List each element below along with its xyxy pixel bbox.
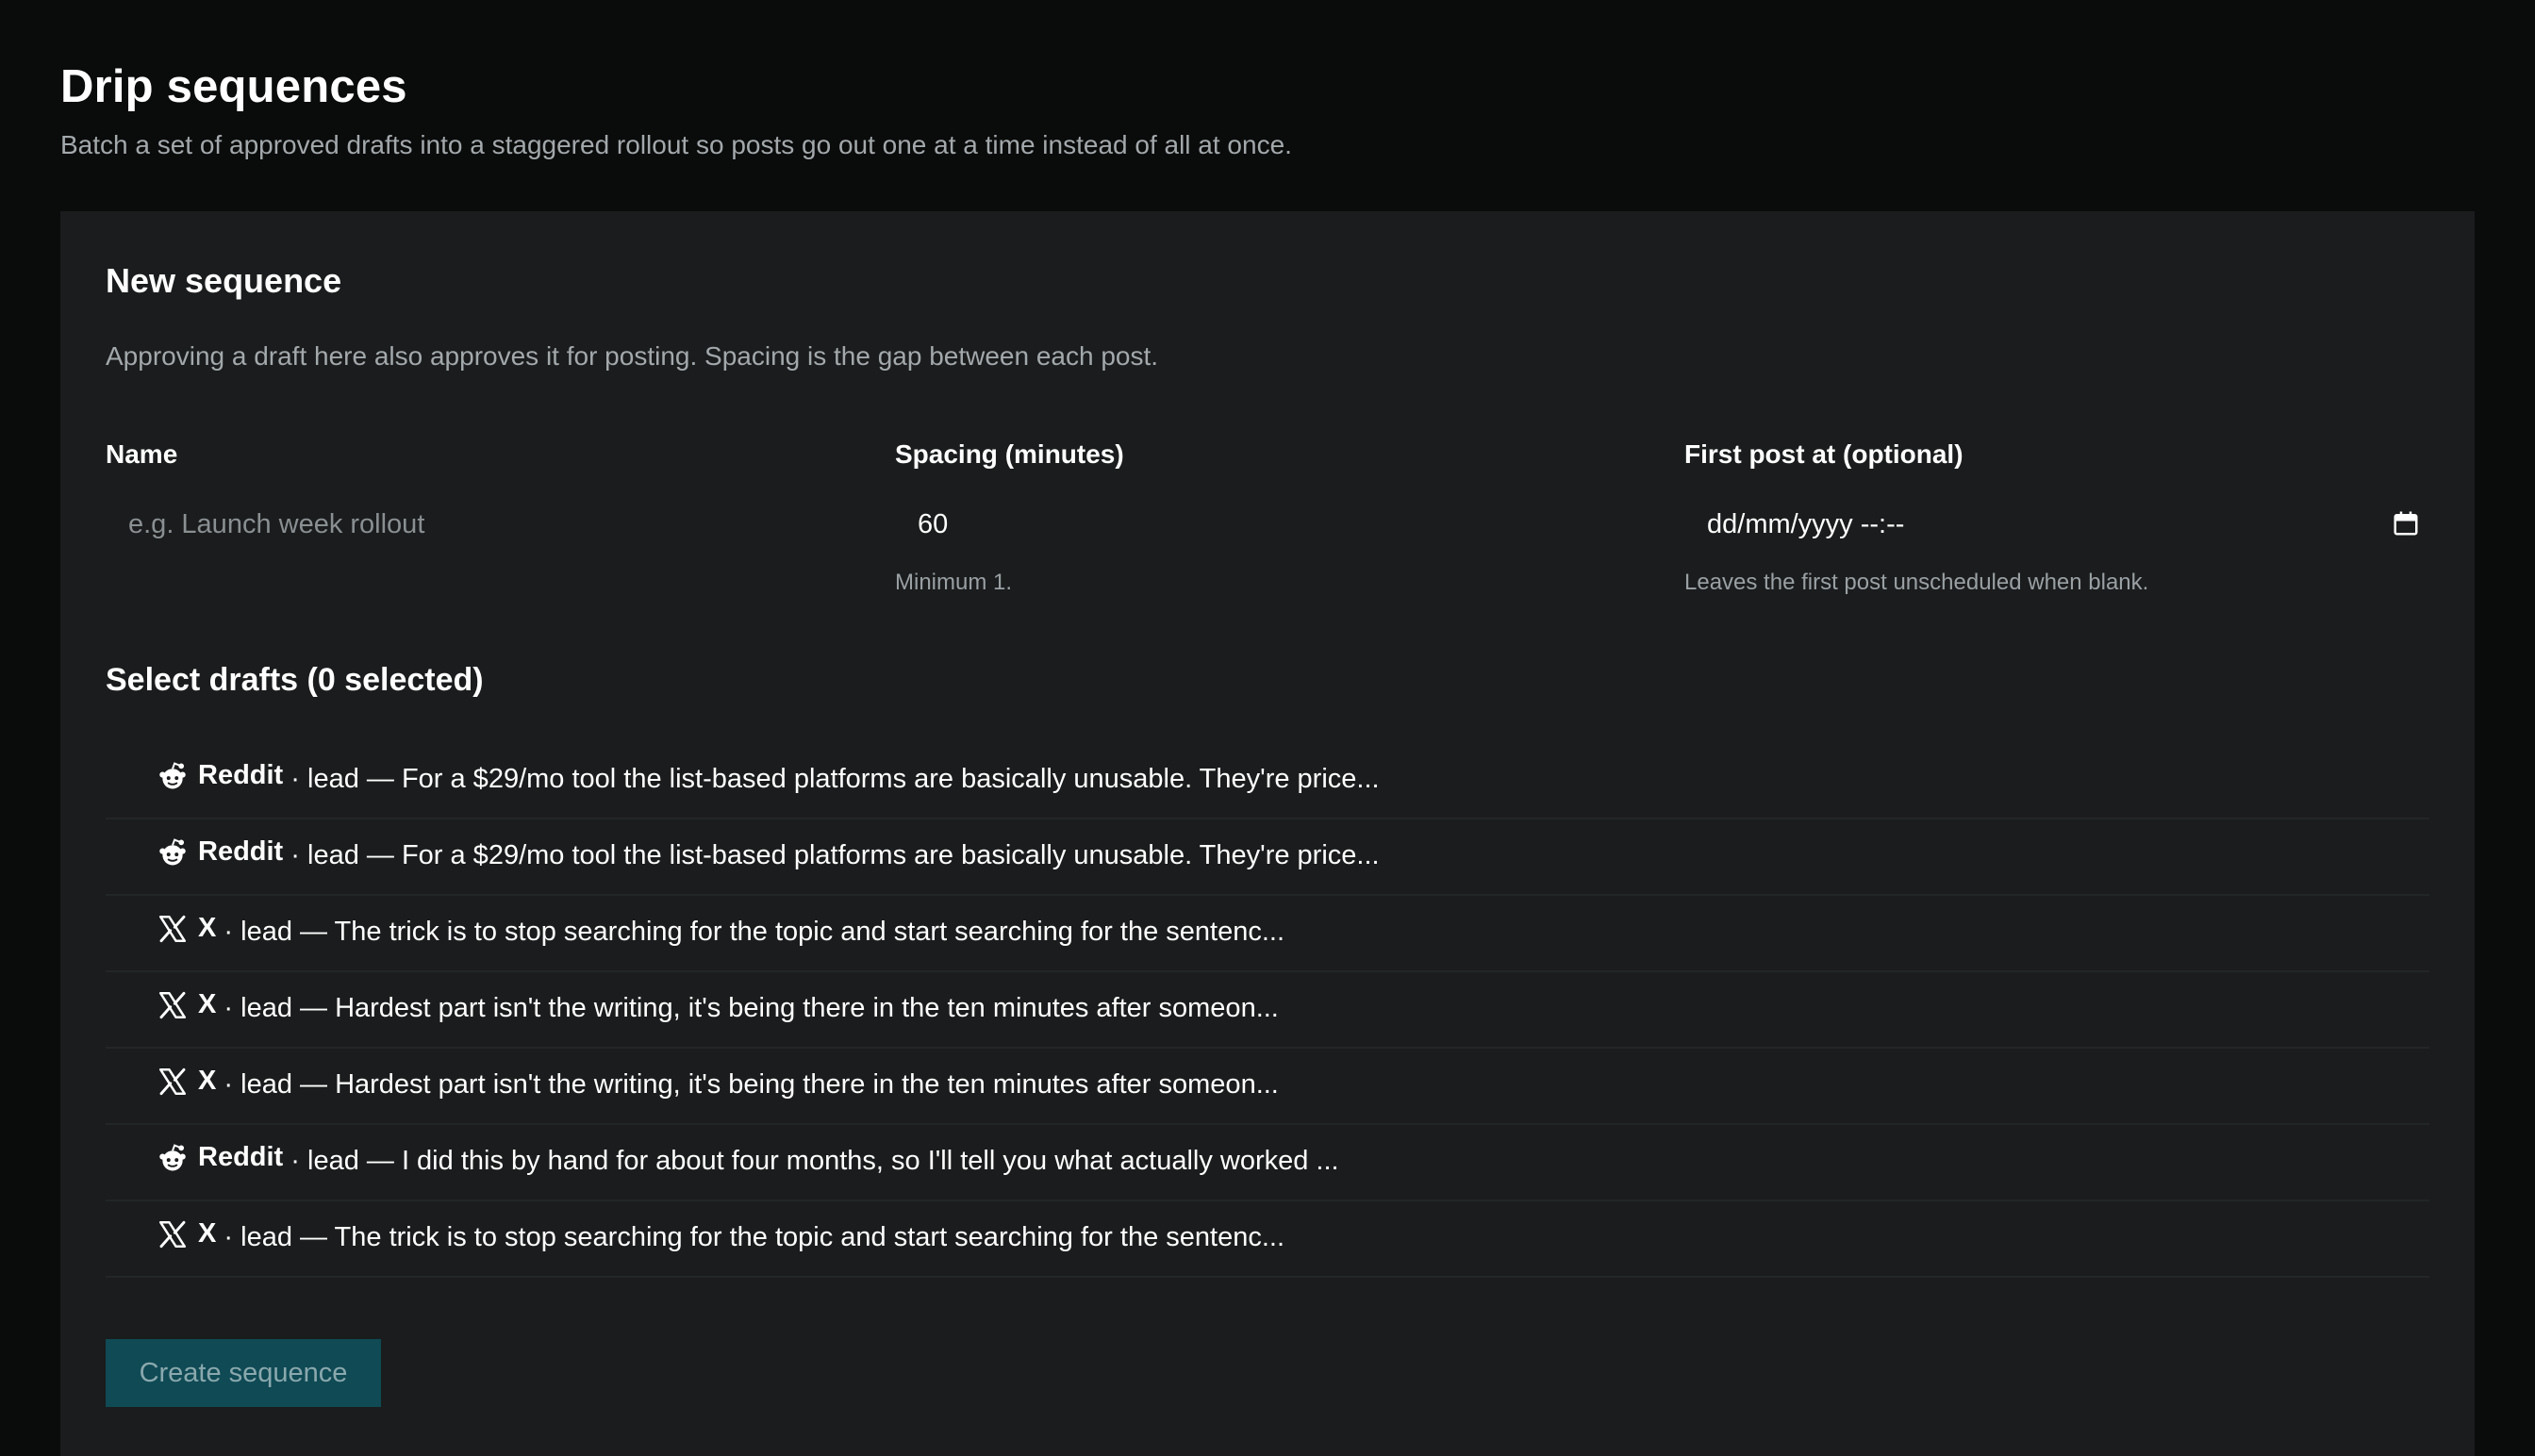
draft-separator: ·	[216, 993, 241, 1023]
card-hint: Approving a draft here also approves it for posting. Spacing is the gap between each post.	[106, 341, 1159, 371]
create-sequence-button[interactable]: Create sequence	[106, 1339, 381, 1407]
first-post-input[interactable]: dd/mm/yyyy --:--	[1707, 509, 1905, 539]
draft-text	[198, 913, 1284, 948]
card-title: New sequence	[106, 261, 342, 300]
draft-text	[198, 1218, 1284, 1253]
draft-separator: ·	[283, 764, 307, 794]
draft-preview: lead — The trick is to stop searching for the topic and start searching for the sentenc...	[240, 917, 1284, 947]
draft-text	[198, 760, 1380, 795]
name-label: Name	[106, 439, 178, 469]
draft-separator: ·	[283, 1146, 307, 1176]
draft-text	[198, 989, 1279, 1024]
select-drafts-title: Select drafts (0 selected)	[106, 662, 484, 698]
draft-separator: ·	[216, 917, 241, 947]
draft-row[interactable]	[106, 896, 2429, 972]
draft-preview: lead — I did this by hand for about four months, so I'll tell you what actually worked ...	[307, 1146, 1339, 1176]
reddit-icon	[157, 836, 189, 869]
spacing-label: Spacing (minutes)	[895, 439, 1124, 469]
draft-preview: lead — Hardest part isn't the writing, it's being there in the ten minutes after someon...	[240, 993, 1279, 1023]
draft-preview: lead — Hardest part isn't the writing, it's being there in the ten minutes after someon...	[240, 1069, 1279, 1100]
draft-separator: ·	[216, 1069, 241, 1100]
page-title: Drip sequences	[60, 61, 407, 112]
first-post-help: Leaves the first post unscheduled when blank.	[1684, 570, 2149, 595]
calendar-icon[interactable]	[2392, 509, 2420, 538]
draft-row[interactable]	[106, 1125, 2429, 1201]
draft-row[interactable]	[106, 819, 2429, 896]
first-post-label: First post at (optional)	[1684, 439, 1963, 469]
x-icon	[157, 1066, 189, 1098]
x-icon	[157, 913, 189, 945]
draft-row[interactable]	[106, 972, 2429, 1049]
reddit-icon	[157, 760, 189, 792]
draft-platform: X	[198, 1066, 217, 1096]
draft-row[interactable]	[106, 1201, 2429, 1278]
first-post-field	[1684, 439, 2420, 595]
draft-row[interactable]	[106, 1049, 2429, 1125]
spacing-help: Minimum 1.	[895, 570, 1013, 595]
draft-platform: Reddit	[198, 836, 284, 867]
draft-separator: ·	[283, 840, 307, 870]
draft-platform: X	[198, 989, 217, 1019]
spacing-field	[895, 439, 1631, 595]
drafts-list	[106, 743, 2429, 1278]
spacing-input[interactable]	[895, 494, 1631, 554]
name-input[interactable]	[106, 494, 841, 554]
draft-row[interactable]	[106, 743, 2429, 819]
reddit-icon	[157, 1142, 189, 1174]
draft-preview: lead — For a $29/mo tool the list-based platforms are basically unusable. They're price...	[307, 840, 1380, 870]
draft-platform: X	[198, 1218, 217, 1249]
draft-preview: lead — For a $29/mo tool the list-based platforms are basically unusable. They're price...	[307, 764, 1380, 794]
x-icon	[157, 1218, 189, 1250]
draft-preview: lead — The trick is to stop searching for the topic and start searching for the sentenc...	[240, 1222, 1284, 1252]
draft-platform: Reddit	[198, 760, 284, 790]
draft-separator: ·	[216, 1222, 241, 1252]
draft-text	[198, 1066, 1279, 1100]
draft-platform: X	[198, 913, 217, 943]
name-field	[106, 439, 841, 473]
page-subtitle: Batch a set of approved drafts into a staggered rollout so posts go out one at a time instead of all at once.	[60, 130, 1292, 159]
draft-text	[198, 836, 1380, 871]
draft-platform: Reddit	[198, 1142, 284, 1172]
draft-text	[198, 1142, 1339, 1177]
x-icon	[157, 989, 189, 1021]
